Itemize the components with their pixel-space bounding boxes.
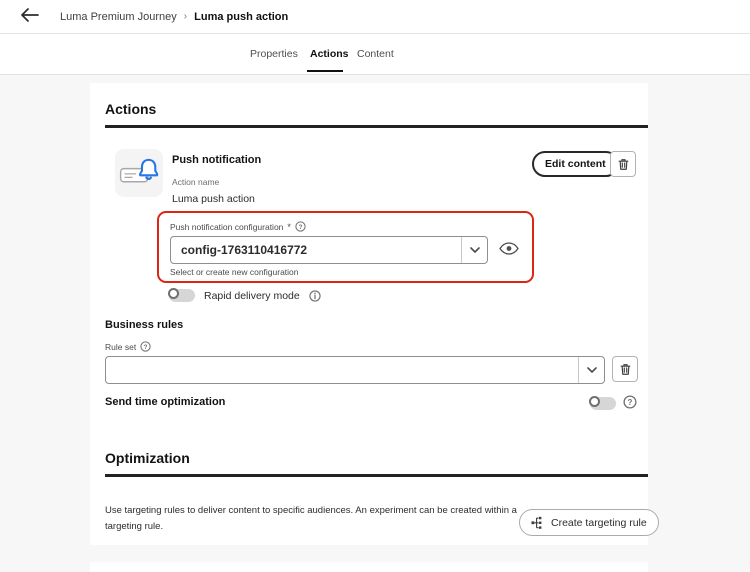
help-circle-icon[interactable] — [623, 395, 637, 409]
rapid-delivery-toggle[interactable] — [169, 289, 195, 302]
rapid-delivery-row — [169, 289, 321, 302]
chevron-down-icon — [470, 247, 480, 253]
toggle-knob — [168, 288, 179, 299]
dropdown-open-button[interactable] — [578, 357, 604, 383]
required-asterisk: * — [287, 221, 291, 232]
action-name-value: Luma push action — [172, 193, 255, 205]
rule-set-label: Rule set — [105, 341, 137, 352]
breadcrumb-parent[interactable]: Luma Premium Journey — [60, 10, 177, 23]
breadcrumb-separator: › — [183, 11, 188, 22]
action-name-label: Action name — [172, 177, 220, 187]
breadcrumb-current: Luma push action — [194, 10, 289, 23]
push-config-value: config-1763110416772 — [181, 243, 308, 257]
edit-content-button[interactable]: Edit content — [532, 151, 619, 177]
back-arrow-icon[interactable] — [21, 8, 39, 24]
chevron-down-icon — [587, 367, 597, 373]
rule-set-dropdown[interactable] — [105, 356, 605, 384]
action-type-title: Push notification — [172, 154, 262, 166]
push-config-dropdown[interactable] — [170, 236, 488, 264]
eye-preview-icon[interactable] — [499, 242, 521, 258]
svg-text:?: ? — [627, 398, 633, 407]
svg-text:?: ? — [298, 223, 303, 231]
tab-bar — [0, 34, 750, 75]
actions-section-heading: Actions — [105, 101, 157, 117]
business-rules-heading: Business rules — [105, 319, 184, 331]
config-field-label-row — [170, 221, 306, 232]
targeting-rule-icon — [531, 516, 544, 529]
create-targeting-rule-button[interactable] — [519, 509, 659, 536]
tab-content[interactable]: Content — [357, 48, 394, 60]
rapid-delivery-label: Rapid delivery mode — [204, 289, 300, 302]
svg-text:?: ? — [143, 343, 148, 351]
header-bar — [0, 0, 750, 34]
send-time-optimization-label: Send time optimization — [105, 396, 226, 408]
rule-set-label-row — [105, 341, 151, 352]
breadcrumb — [60, 0, 288, 33]
push-notification-icon — [115, 149, 163, 197]
active-tab-underline — [307, 70, 343, 72]
next-section-card — [90, 562, 648, 572]
config-helper-text: Select or create new configuration — [170, 267, 299, 277]
create-targeting-rule-label: Create targeting rule — [551, 516, 647, 529]
trash-icon — [617, 158, 630, 171]
delete-action-button[interactable] — [610, 151, 636, 177]
targeting-rules-description: Use targeting rules to deliver content to specific audiences. An experiment can be created within a targeting rule. — [105, 505, 517, 532]
info-circle-icon[interactable] — [309, 290, 321, 302]
config-field-label: Push notification configuration — [170, 221, 284, 232]
toggle-knob — [589, 396, 600, 407]
send-time-optimization-toggle[interactable] — [590, 397, 616, 410]
actions-heading-divider — [105, 125, 648, 128]
trash-icon — [619, 363, 632, 376]
optimization-heading-divider — [105, 474, 648, 477]
tab-properties[interactable]: Properties — [250, 48, 298, 60]
dropdown-open-button[interactable] — [461, 237, 487, 263]
help-circle-icon[interactable] — [140, 341, 151, 352]
tab-actions[interactable]: Actions — [310, 48, 349, 60]
delete-rule-set-button[interactable] — [612, 356, 638, 382]
help-circle-icon[interactable] — [295, 221, 306, 232]
optimization-section-heading: Optimization — [105, 450, 190, 466]
